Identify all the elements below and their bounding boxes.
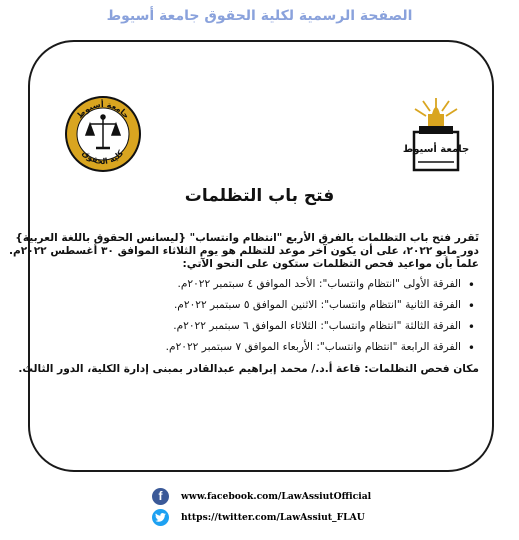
paragraph-line-2: دور مايو ٢٠٢٢، على أن يكون آخر موعد للتظلم هو يوم الثلاثاء الموافق ٣٠ أغسطس ٢٠٢٢م. xyxy=(8,245,479,258)
schedule-item-3: • الفرقة الثالثة "انتظام وانتساب": الثلاثاء الموافق ٦ سبتمبر ٢٠٢٢م. xyxy=(39,320,461,333)
faculty-of-law-logo xyxy=(64,95,142,173)
facebook-row[interactable] xyxy=(152,487,371,505)
facebook-icon[interactable]: f xyxy=(152,488,169,505)
schedule-item-2: • الفرقة الثانية "انتظام وانتساب": الاثنين الموافق ٥ سبتمبر ٢٠٢٢م. xyxy=(39,299,461,312)
assiut-university-logo xyxy=(402,96,470,176)
schedule-item-1: • الفرقة الأولى "انتظام وانتساب": الأحد الموافق ٤ سبتمبر ٢٠٢٢م. xyxy=(39,278,461,291)
twitter-icon[interactable] xyxy=(152,509,169,526)
schedule-item-4: • الفرقة الرابعة "انتظام وانتساب": الأربعاء الموافق ٧ سبتمبر ٢٠٢٢م. xyxy=(39,341,461,354)
schedule-list xyxy=(39,278,479,355)
facebook-link[interactable]: www.facebook.com/LawAssiutOfficial xyxy=(181,490,372,502)
faculty-logo-bottom-text: كلية الحقوق xyxy=(80,148,126,167)
faculty-logo-top-text: جامعة أسيوط xyxy=(75,99,132,121)
announcement-body xyxy=(8,232,479,376)
lamp-icon xyxy=(415,98,457,126)
page-header-title: الصفحة الرسمية لكلية الحقوق جامعة أسيوط xyxy=(106,8,413,24)
twitter-row[interactable] xyxy=(152,508,365,526)
schedule-intro: علماً بأن مواعيد فحص التظلمات ستكون على النحو الآتي: xyxy=(182,258,479,271)
exam-location: مكان فحص التظلمات: قاعة أ.د./ محمد إبراهيم عبدالقادر بمبنى إدارة الكلية، الدور الثالث. xyxy=(18,362,479,375)
twitter-link[interactable]: https://twitter.com/LawAssiut_FLAU xyxy=(181,511,365,523)
university-logo-text: جامعة أسيوط xyxy=(402,144,470,155)
paragraph-line-1: تَقرر فتح باب التظلمات بالفرق الأربع "انتظام وانتساب" {ليسانس الحقوق باللغة العربية} xyxy=(15,232,479,244)
announcement-title: فتح باب التظلمات xyxy=(184,186,335,206)
